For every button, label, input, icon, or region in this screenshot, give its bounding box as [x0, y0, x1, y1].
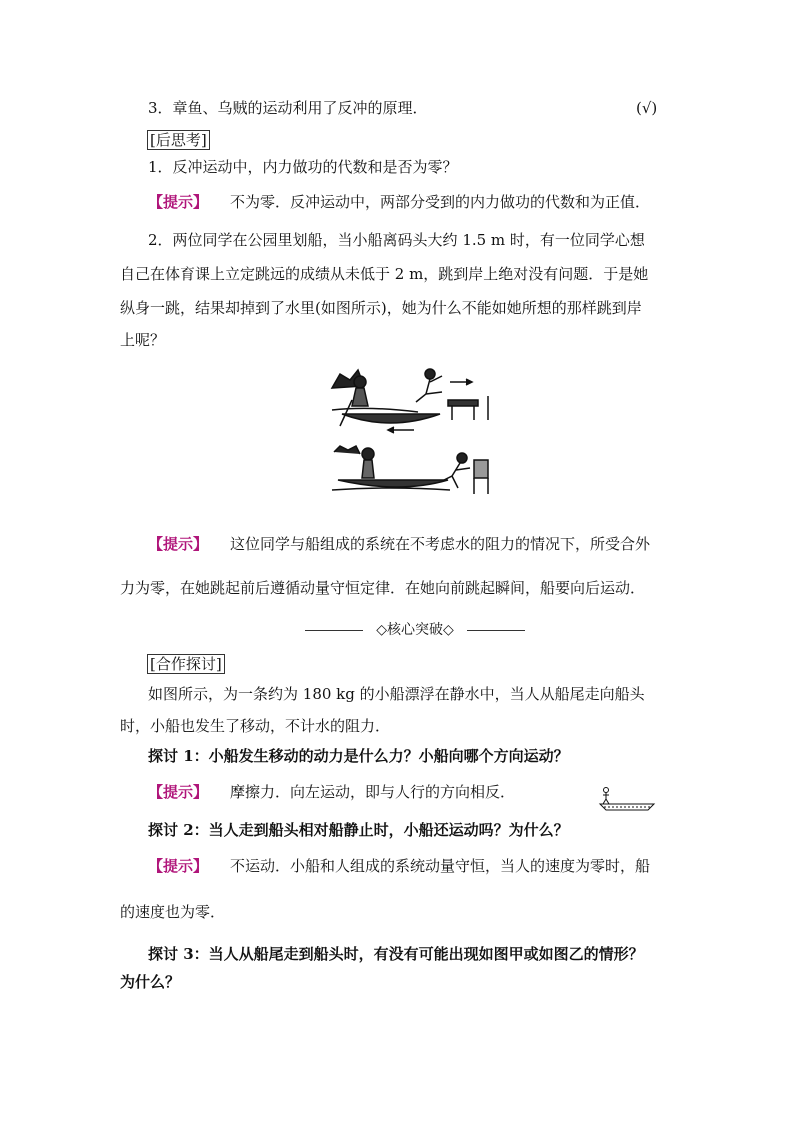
tip-text-2: 这位同学与船组成的系统在不考虑水的阻力的情况下，所受合外	[230, 535, 651, 553]
cooperate-q3-line-2: 为什么？	[120, 973, 181, 991]
tip-label-4: 【提示】	[148, 857, 209, 875]
cooperate-q3-line-1: 探讨 3：当人从船尾走到船头时，有没有可能出现如图甲或如图乙的情形？	[148, 945, 644, 963]
tip-label-2: 【提示】	[148, 535, 209, 553]
tip-text: 不为零．反冲运动中，两部分受到的内力做功的代数和为正值．	[230, 193, 651, 211]
cooperate-label-text: [合作探讨]	[147, 654, 225, 674]
tip-label-3: 【提示】	[148, 783, 209, 801]
post-think-q1: 1．反冲运动中，内力做功的代数和是否为零？	[148, 158, 458, 176]
cooperate-label	[147, 654, 225, 674]
divider-rule-right	[467, 630, 525, 631]
tip-text-4: 不运动．小船和人组成的系统动量守恒，当人的速度为零时，船	[230, 857, 651, 875]
cooperate-intro-line-2: 时，小船也发生了移动，不计水的阻力．	[120, 717, 391, 735]
post-think-label-text: [后思考]	[147, 130, 210, 150]
divider-rule-left	[305, 630, 363, 631]
post-think-q2-line-1: 2．两位同学在公园里划船，当小船离码头大约 1.5 m 时，有一位同学心想	[148, 231, 645, 249]
post-think-a2-line-2: 力为零，在她跳起前后遵循动量守恒定律．在她向前跳起瞬间，船要向后运动．	[120, 579, 646, 597]
post-think-q2-line-4: 上呢？	[120, 331, 166, 349]
post-think-q2-line-3: 纵身一跳，结果却掉到了水里(如图所示)，她为什么不能如她所想的那样跳到岸	[120, 299, 642, 317]
small-boat-figure	[598, 786, 656, 812]
cooperate-a2-line-2: 的速度也为零．	[120, 903, 226, 921]
section-title: ◇核心突破◇	[376, 622, 454, 638]
post-think-label	[147, 130, 210, 150]
cooperate-q2: 探讨 2：当人走到船头相对船静止时，小船还运动吗？为什么？	[148, 821, 569, 839]
tip-label: 【提示】	[148, 193, 209, 211]
upper-panel	[332, 369, 488, 433]
section-divider	[305, 620, 525, 640]
post-think-q2-line-2: 自己在体育课上立定跳远的成绩从未低于 2 m，跳到岸上绝对没有问题．于是她	[120, 265, 649, 283]
cooperate-q1: 探讨 1：小船发生移动的动力是什么力？小船向哪个方向运动？	[148, 747, 569, 765]
item3-mark: (√)	[636, 99, 658, 117]
cooperate-a2-line-1	[148, 856, 650, 876]
lower-panel	[332, 446, 488, 494]
tip-text-3: 摩擦力．向左运动，即与人行的方向相反．	[230, 783, 516, 801]
post-think-a1	[148, 192, 650, 212]
jump-boat-figure	[330, 362, 496, 512]
item3-text: 3．章鱼、乌贼的运动利用了反冲的原理．	[148, 99, 428, 117]
cooperate-intro-line-1: 如图所示，为一条约为 180 kg 的小船漂浮在静水中，当人从船尾走向船头	[148, 685, 645, 703]
post-think-a2-line-1	[148, 534, 650, 554]
cooperate-a1	[148, 782, 515, 802]
